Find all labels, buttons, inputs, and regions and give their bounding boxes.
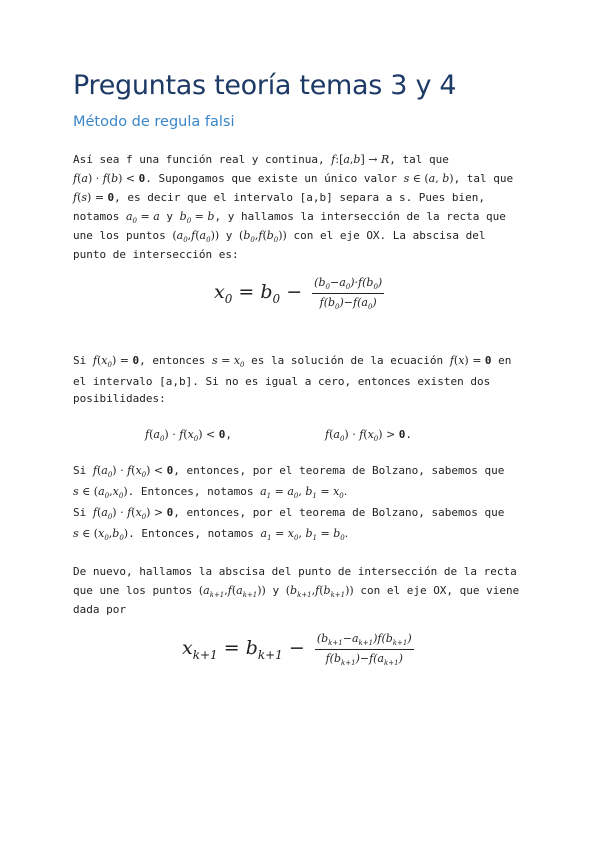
para3-line-2: que une los puntos $(a_{k+1},f(a_{k+1}))$ y $(b_{k+1},f(b_{k+1}))$ con el eje OX, que viene bbox=[73, 584, 520, 599]
para3-line-3: dada por bbox=[73, 603, 126, 616]
intro-line-2: f(a) · f(b) < 0. Supongamos que existe un único valor s ∈ (a, b), tal que bbox=[73, 172, 514, 185]
intro-line-6: punto de intersección es: bbox=[73, 248, 239, 261]
intro-line-3: f(s) = 0, es decir que el intervalo [a,b] separa a s. Pues bien, bbox=[73, 191, 486, 204]
page-title: Preguntas teoría temas 3 y 4 bbox=[73, 70, 457, 101]
para3-line-1: De nuevo, hallamos la abscisa del punto de intersección de la recta bbox=[73, 565, 517, 578]
intro-line-4: notamos $a_0 = a$ y $b_0 = b$, y hallamos la intersección de la recta que bbox=[73, 210, 506, 225]
case1-line-2: s ∈ $(a_0,x_0)$. Entonces, notamos $a_1 = a_0$, $b_1 = x_0$. bbox=[73, 485, 348, 500]
section-subtitle: Método de regula falsi bbox=[73, 114, 235, 130]
para2-line-1: Si $f(x_0) = 0$, entonces $s = x_0$ es la solución de la ecuación f(x) = 0 en bbox=[73, 354, 512, 369]
para2-line-2: el intervalo [a,b]. Si no es igual a cero, entonces existen dos bbox=[73, 375, 491, 388]
equation-xk1: $x_{k+1} = b_{k+1}$ − $\frac{(b_{k+1}-a_{k+1})f(b_{k+1})}{f(b_{k+1})-f(a_{k+1})}$ bbox=[182, 632, 412, 668]
possibility-1: $f(a_0) \cdot f(x_0) < 0$, bbox=[145, 428, 233, 443]
para2-line-3: posibilidades: bbox=[73, 392, 166, 405]
case2-line-1: Si $f(a_0) \cdot f(x_0) > 0$, entonces, por el teorema de Bolzano, sabemos que bbox=[73, 506, 505, 521]
intro-line-5: une los puntos $(a_0,f(a_0))$ y $(b_0,f(b_0))$ con el eje OX. La abscisa del bbox=[73, 229, 486, 244]
intro-line-1: Así sea f una función real y continua, f:[a,b] → R, tal que bbox=[73, 153, 449, 166]
possibility-2: $f(a_0) \cdot f(x_0) > 0$. bbox=[325, 428, 413, 443]
equation-x0: $x_0 = b_0$ − $\frac{(b_0-a_0)\cdot f(b_0)}{f(b_0)-f(a_0)}$ bbox=[214, 276, 383, 312]
case1-line-1: Si $f(a_0) \cdot f(x_0) < 0$, entonces, por el teorema de Bolzano, sabemos que bbox=[73, 464, 505, 479]
case2-line-2: s ∈ $(x_0,b_0)$. Entonces, notamos $a_1 = x_0$, $b_1 = b_0$. bbox=[73, 527, 349, 542]
